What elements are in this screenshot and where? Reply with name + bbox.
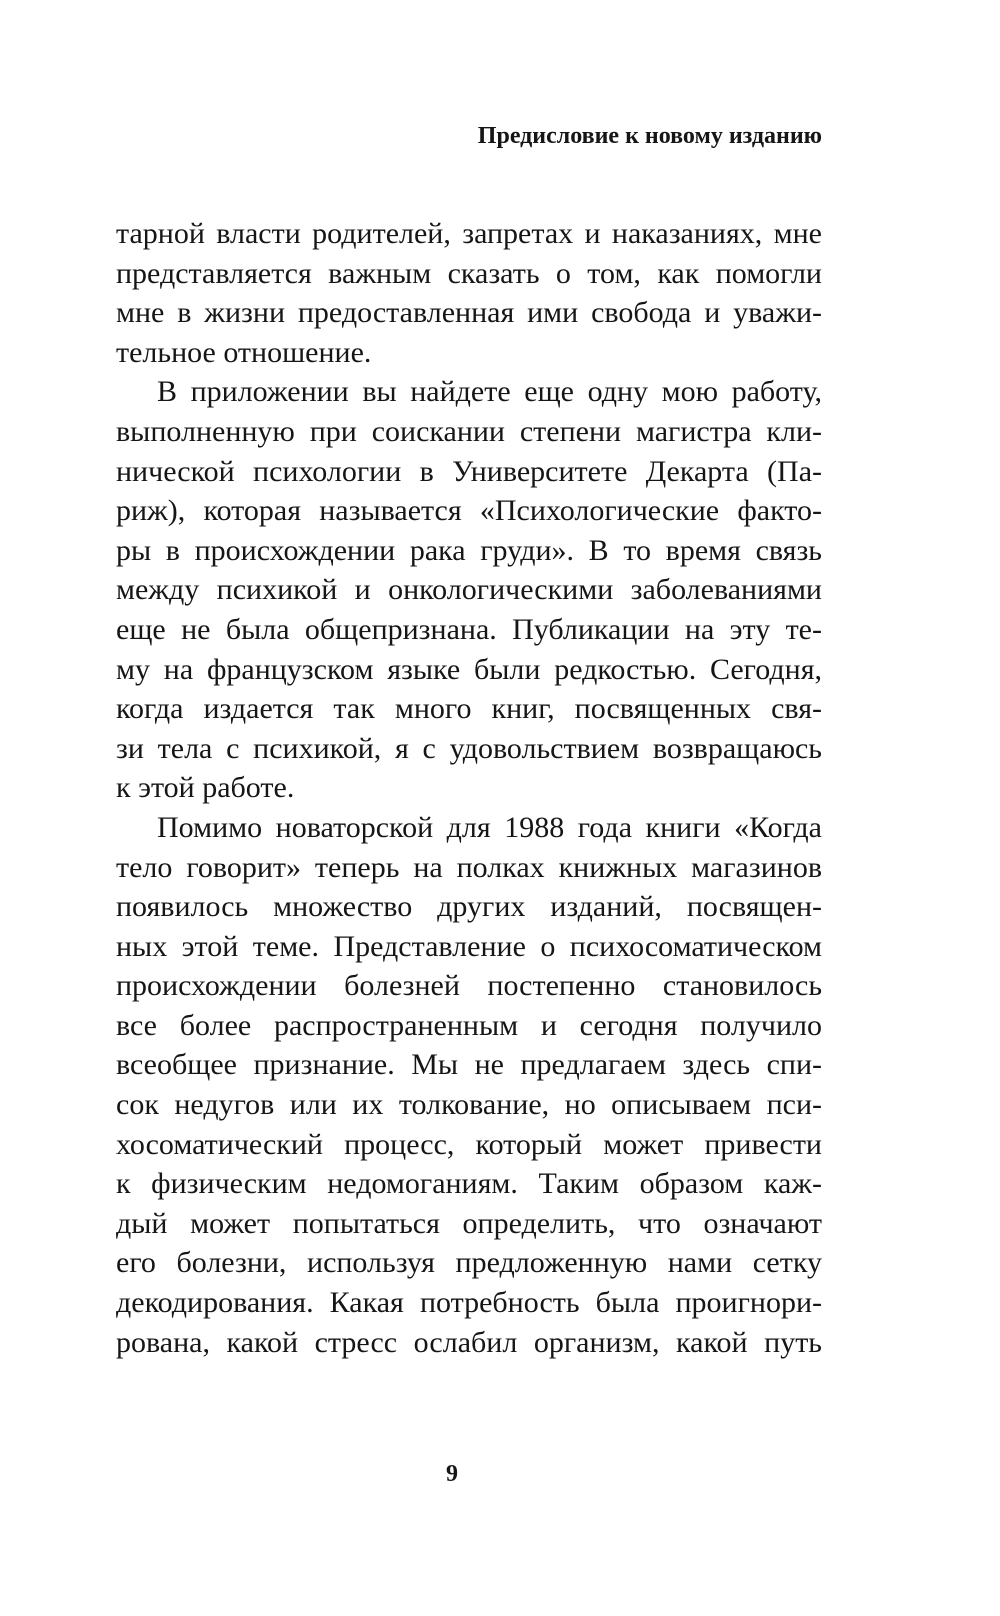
paragraph-2 bbox=[116, 372, 822, 808]
body-text bbox=[116, 214, 822, 1362]
running-head: Предисловие к новому изданию bbox=[477, 123, 822, 149]
text-line: дый может попытаться определить, что означают bbox=[116, 1206, 822, 1240]
text-line: ных этой теме. Представление о психосоматическом bbox=[116, 929, 822, 963]
page-number: 9 bbox=[446, 1461, 458, 1487]
text-line: все более распространенным и сегодня получило bbox=[116, 1008, 822, 1042]
text-line: происхождении болезней постепенно становилось bbox=[116, 969, 822, 1003]
text-line: нической психологии в Университете Декарта (Па- bbox=[116, 454, 822, 488]
text-line: му на французском языке были редкостью. Сегодня, bbox=[116, 652, 822, 686]
text-line: между психикой и онкологическими заболеваниями bbox=[116, 573, 822, 607]
text-line: к физическим недомоганиям. Таким образом каж- bbox=[116, 1167, 822, 1201]
text-line: рована, какой стресс ослабил организм, какой путь bbox=[116, 1325, 822, 1359]
text-line: ры в происхождении рака груди». В то время связь bbox=[116, 533, 822, 567]
text-line: зи тела с психикой, я с удовольствием возвращаюсь bbox=[116, 731, 822, 765]
text-line: риж), которая называется «Психологические факто- bbox=[116, 494, 822, 528]
paragraph-1 bbox=[116, 214, 822, 372]
text-line: представляется важным сказать о том, как помогли bbox=[116, 256, 822, 290]
text-line: декодирования. Какая потребность была проигнори- bbox=[116, 1286, 822, 1320]
text-line: когда издается так много книг, посвященных свя- bbox=[116, 692, 822, 726]
text-line: к этой работе. bbox=[116, 771, 295, 805]
text-line: тельное отношение. bbox=[116, 335, 372, 369]
text-line: выполненную при соискании степени магистра кли- bbox=[116, 414, 822, 448]
text-line: Помимо новаторской для 1988 года книги «Когда bbox=[157, 810, 822, 844]
text-line: мне в жизни предоставленная ими свобода и уважи- bbox=[116, 296, 822, 330]
text-line: его болезни, используя предложенную нами сетку bbox=[116, 1246, 822, 1280]
text-line: появилось множество других изданий, посвящен- bbox=[116, 890, 822, 924]
text-line: В приложении вы найдете еще одну мою работу, bbox=[157, 375, 822, 409]
text-line: хосоматический процесс, который может привести bbox=[116, 1127, 822, 1161]
text-line: сок недугов или их толкование, но описываем пси- bbox=[116, 1088, 822, 1122]
text-line: тело говорит» теперь на полках книжных магазинов bbox=[116, 850, 822, 884]
text-line: тарной власти родителей, запретах и наказаниях, мне bbox=[116, 217, 822, 250]
text-line: еще не была общепризнана. Публикации на эту те- bbox=[116, 612, 822, 646]
text-line: всеобщее признание. Мы не предлагаем здесь спи- bbox=[116, 1048, 822, 1082]
paragraph-3 bbox=[116, 808, 822, 1362]
